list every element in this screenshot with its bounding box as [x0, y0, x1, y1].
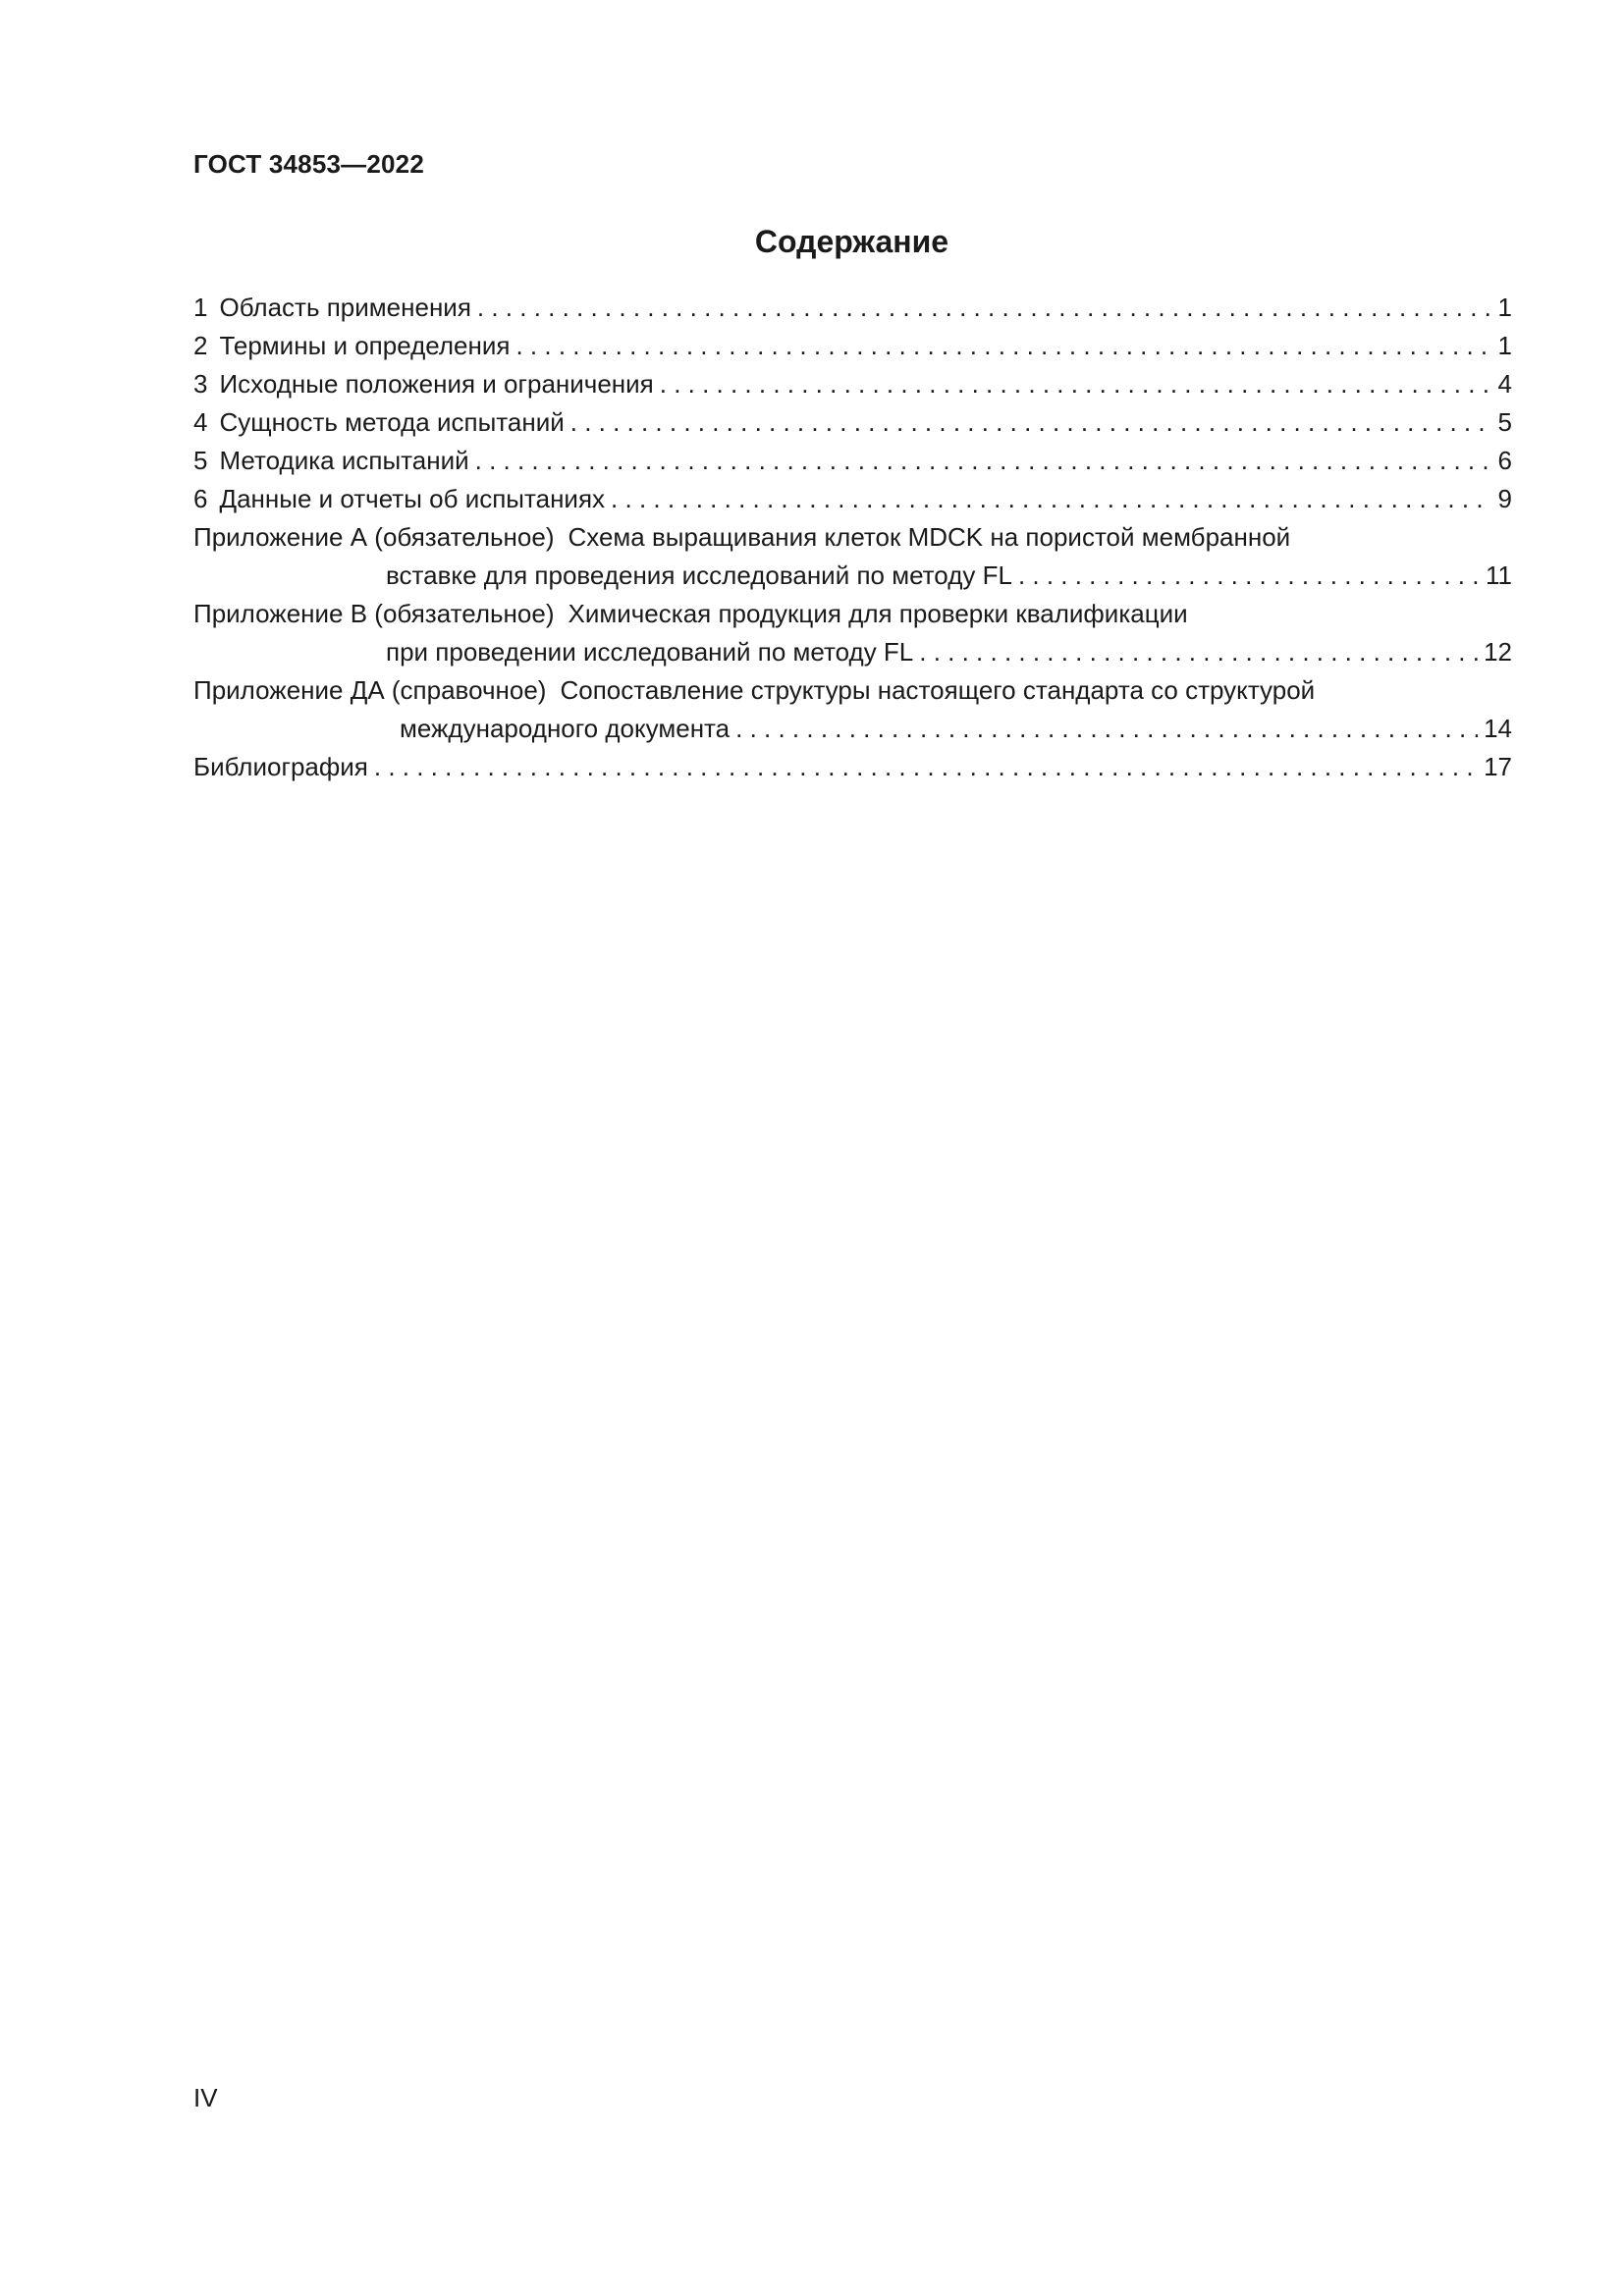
dot-leader: [660, 365, 1492, 403]
appendix-title-line2: международного документа: [400, 714, 731, 743]
toc-entry-page: 1: [1497, 293, 1512, 322]
toc-entry-page: 5: [1497, 407, 1512, 437]
toc-entry-title: Сущность метода испытаний: [219, 407, 565, 437]
toc-entry-appendix-b[interactable]: [193, 595, 1512, 671]
toc-entry-section-6[interactable]: [193, 480, 1512, 518]
dot-leader: [611, 480, 1491, 518]
appendix-heading: Приложение В (обязательное): [193, 599, 555, 628]
toc-entry-bibliography[interactable]: [193, 748, 1512, 786]
toc-entry-appendix-da[interactable]: [193, 671, 1512, 748]
appendix-title-line2: вставке для проведения исследований по методу FL: [386, 561, 1012, 590]
toc-entry-number: 6: [193, 484, 208, 513]
toc-entry-title: Методика испытаний: [219, 446, 469, 475]
page-folio: IV: [193, 2083, 218, 2112]
toc-entry-number: 1: [193, 293, 208, 322]
toc-entry-section-2[interactable]: [193, 327, 1512, 365]
appendix-heading: Приложение ДА (справочное): [193, 675, 547, 705]
toc-entry-section-4[interactable]: [193, 403, 1512, 442]
toc-entry-page: 11: [1486, 561, 1512, 590]
toc-entry-number: 4: [193, 407, 208, 437]
toc-entry-number: 2: [193, 331, 208, 360]
toc-entry-page: 4: [1497, 369, 1512, 399]
toc-entry-title: Область применения: [219, 293, 471, 322]
table-of-contents: [193, 289, 1512, 786]
toc-entry-title: Библиография: [193, 752, 368, 781]
dot-leader: [1018, 557, 1480, 595]
dot-leader: [374, 748, 1478, 786]
appendix-title-line1: Химическая продукция для проверки квалификации: [568, 599, 1188, 628]
toc-entry-section-5[interactable]: [193, 442, 1512, 480]
dot-leader: [570, 403, 1492, 442]
toc-entry-number: 5: [193, 446, 208, 475]
toc-entry-number: 3: [193, 369, 208, 399]
dot-leader: [735, 710, 1478, 748]
toc-entry-page: 1: [1497, 331, 1512, 360]
toc-entry-page: 12: [1484, 637, 1512, 667]
toc-entry-title: Исходные положения и ограничения: [219, 369, 654, 399]
toc-title: Содержание: [754, 224, 949, 259]
toc-entry-title: Данные и отчеты об испытаниях: [219, 484, 606, 513]
toc-entry-section-1[interactable]: [193, 289, 1512, 327]
dot-leader: [515, 327, 1491, 365]
dot-leader: [475, 442, 1492, 480]
appendix-title-line1: Сопоставление структуры настоящего стандарта со структурой: [560, 675, 1316, 705]
toc-entry-page: 14: [1484, 714, 1512, 743]
dot-leader: [919, 633, 1478, 671]
toc-entry-appendix-a[interactable]: [193, 518, 1512, 595]
document-code: ГОСТ 34853—2022: [193, 149, 424, 179]
toc-entry-page: 9: [1497, 484, 1512, 513]
dot-leader: [477, 289, 1492, 327]
appendix-title-line2: при проведении исследований по методу FL: [386, 637, 914, 667]
appendix-heading: Приложение А (обязательное): [193, 522, 555, 552]
toc-entry-section-3[interactable]: [193, 365, 1512, 403]
toc-entry-page: 17: [1484, 752, 1512, 781]
toc-entry-title: Термины и определения: [219, 331, 511, 360]
toc-entry-page: 6: [1497, 446, 1512, 475]
appendix-title-line1: Схема выращивания клеток MDCK на пористой мембранной: [568, 522, 1291, 552]
